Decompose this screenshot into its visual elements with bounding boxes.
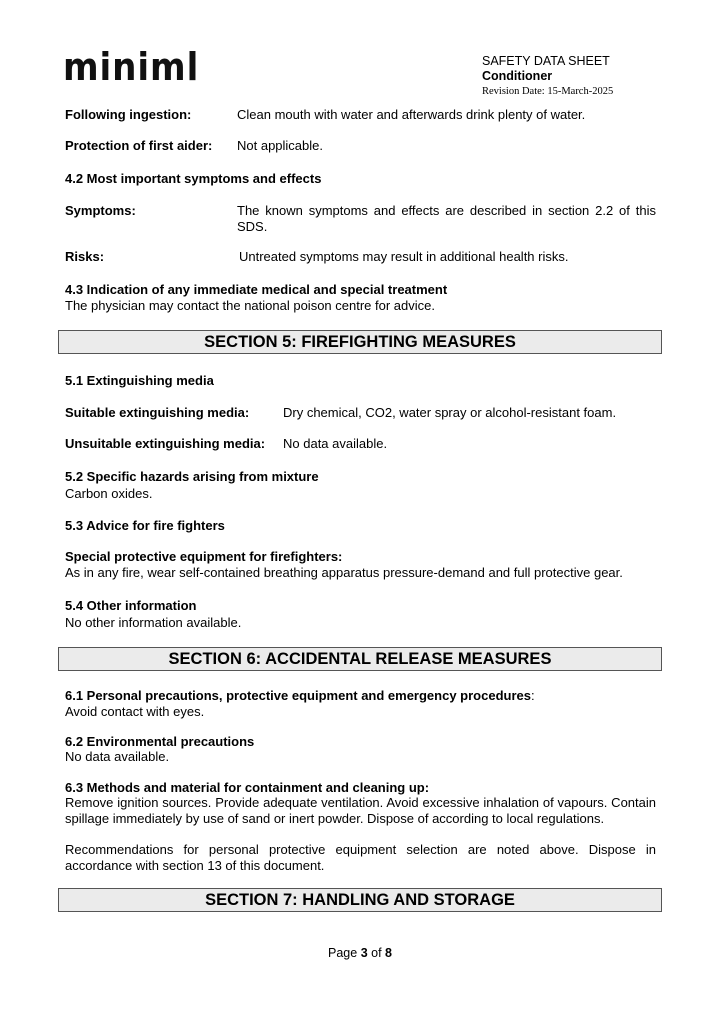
ingestion-value: Clean mouth with water and afterwards drink plenty of water.	[237, 107, 586, 122]
section-7-title: SECTION 7: HANDLING AND STORAGE	[58, 888, 662, 912]
ppe-heading: Special protective equipment for firefighters:	[65, 549, 343, 564]
company-logo	[63, 45, 214, 89]
of-word: of	[371, 946, 382, 960]
heading-4-2: 4.2 Most important symptoms and effects	[65, 171, 322, 186]
text-6-2: No data available.	[65, 749, 170, 764]
heading-5-3: 5.3 Advice for fire fighters	[65, 518, 225, 533]
unsuitable-media-label: Unsuitable extinguishing media:	[65, 436, 266, 451]
unsuitable-media-value: No data available.	[283, 436, 388, 451]
symptoms-row	[65, 203, 657, 235]
suitable-media-value: Dry chemical, CO2, water spray or alcohol-resistant foam.	[283, 405, 617, 420]
heading-6-3: 6.3 Methods and material for containment and cleaning up:	[65, 780, 430, 795]
text-6-1: Avoid contact with eyes.	[65, 704, 205, 719]
revision-date: Revision Date: 15-March-2025	[482, 86, 614, 97]
first-aider-label: Protection of first aider:	[65, 138, 213, 153]
ingestion-label: Following ingestion:	[65, 107, 192, 122]
logo-wordmark: miniml	[63, 45, 200, 89]
heading-4-3: 4.3 Indication of any immediate medical and special treatment	[65, 282, 448, 297]
symptoms-label: Symptoms:	[65, 203, 136, 218]
text-5-4: No other information available.	[65, 615, 242, 630]
heading-6-2: 6.2 Environmental precautions	[65, 734, 255, 749]
first-aider-value: Not applicable.	[237, 138, 323, 153]
text-6-3-recommendations: Recommendations for personal protective equipment selection are noted above. Dispose in accordance with section 13 of this document.	[65, 842, 656, 873]
page-word: Page	[328, 946, 358, 960]
risks-label: Risks:	[65, 249, 105, 264]
heading-5-1: 5.1 Extinguishing media	[65, 373, 214, 388]
heading-6-1-colon: :	[530, 688, 535, 703]
heading-6-1-line	[65, 688, 535, 704]
heading-5-4: 5.4 Other information	[65, 598, 197, 613]
document-header	[482, 54, 613, 99]
page-total: 8	[385, 946, 392, 960]
heading-6-1: 6.1 Personal precautions, protective equipment and emergency procedures	[65, 688, 531, 703]
section-6-title: SECTION 6: ACCIDENTAL RELEASE MEASURES	[58, 647, 662, 671]
page-footer	[0, 946, 720, 960]
doc-type: SAFETY DATA SHEET	[482, 54, 610, 68]
heading-5-2: 5.2 Specific hazards arising from mixture	[65, 469, 319, 484]
text-4-3: The physician may contact the national poison centre for advice.	[65, 298, 435, 313]
text-6-3: Remove ignition sources. Provide adequate ventilation. Avoid excessive inhalation of vapours. Contain spillage immediately by use of sand or inert powder. Dispose of according to local regulations.	[65, 795, 656, 826]
ppe-text: As in any fire, wear self-contained breathing apparatus pressure-demand and full protective gear.	[65, 565, 623, 580]
section-5-title: SECTION 5: FIREFIGHTING MEASURES	[58, 330, 662, 354]
text-5-2: Carbon oxides.	[65, 486, 153, 501]
risks-value: Untreated symptoms may result in additional health risks.	[239, 249, 569, 264]
product-name: Conditioner	[482, 69, 553, 83]
page-number: 3	[360, 946, 368, 960]
suitable-media-label: Suitable extinguishing media:	[65, 405, 250, 420]
symptoms-value: The known symptoms and effects are described in section 2.2 of this SDS.	[237, 203, 656, 234]
